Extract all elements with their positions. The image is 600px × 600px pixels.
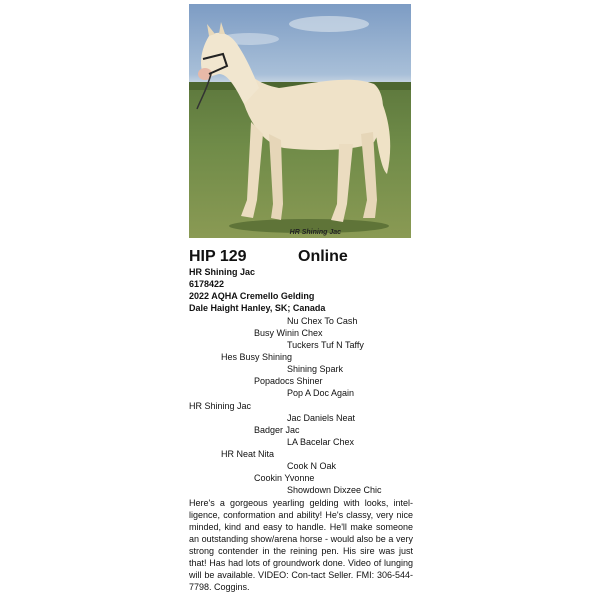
hip-number: HIP 129	[189, 248, 247, 265]
pedigree-dam-sire-dam: LA Bacelar Chex	[287, 437, 355, 447]
pedigree-sire-dam-sire: Shining Spark	[287, 364, 344, 374]
pedigree-dam-sire: Badger Jac	[254, 425, 300, 435]
horse-description: Here's a gorgeous yearling gelding with looks, intel-ligence, conformation and ability! He's classy, very nice minded, kind and easy to handle. He'll make someone an outstanding show/arena horse - would also be a very strong contender in the reining pen. His sire was just that! Has had lots of groundwork done. Video of lunging will be available. VIDEO: Con-tact Seller. FMI: 306-544-7798. Coggins.	[189, 498, 413, 592]
pedigree-dam-dam-sire: Cook N Oak	[287, 461, 337, 471]
pedigree-sire: Hes Busy Shining	[221, 352, 293, 362]
pedigree-sire-dam-dam: Pop A Doc Again	[287, 388, 355, 398]
pedigree-sire-sire-dam: Tuckers Tuf N Taffy	[287, 340, 364, 350]
pedigree-dam: HR Neat Nita	[221, 449, 275, 459]
consignor: Dale Haight Hanley, SK; Canada	[189, 303, 326, 313]
horse-description-line: 2022 AQHA Cremello Gelding	[189, 291, 315, 301]
pedigree-dam-dam-dam: Showdown Dixzee Chic	[287, 485, 382, 495]
pedigree-dam-dam: Cookin Yvonne	[254, 473, 315, 483]
horse-photo	[189, 4, 411, 238]
pedigree-sire-sire-sire: Nu Chex To Cash	[287, 316, 358, 326]
pedigree-dam-sire-sire: Jac Daniels Neat	[287, 413, 356, 423]
pedigree-horse: HR Shining Jac	[189, 401, 252, 411]
horse-name: HR Shining Jac	[189, 267, 256, 277]
photo-caption: HR Shining Jac	[289, 229, 341, 236]
pedigree-sire-dam: Popadocs Shiner	[254, 376, 323, 386]
pedigree-sire-sire: Busy Winin Chex	[254, 328, 323, 338]
horse-illustration	[189, 4, 411, 238]
sale-status: Online	[298, 248, 348, 265]
registration-number: 6178422	[189, 279, 225, 289]
